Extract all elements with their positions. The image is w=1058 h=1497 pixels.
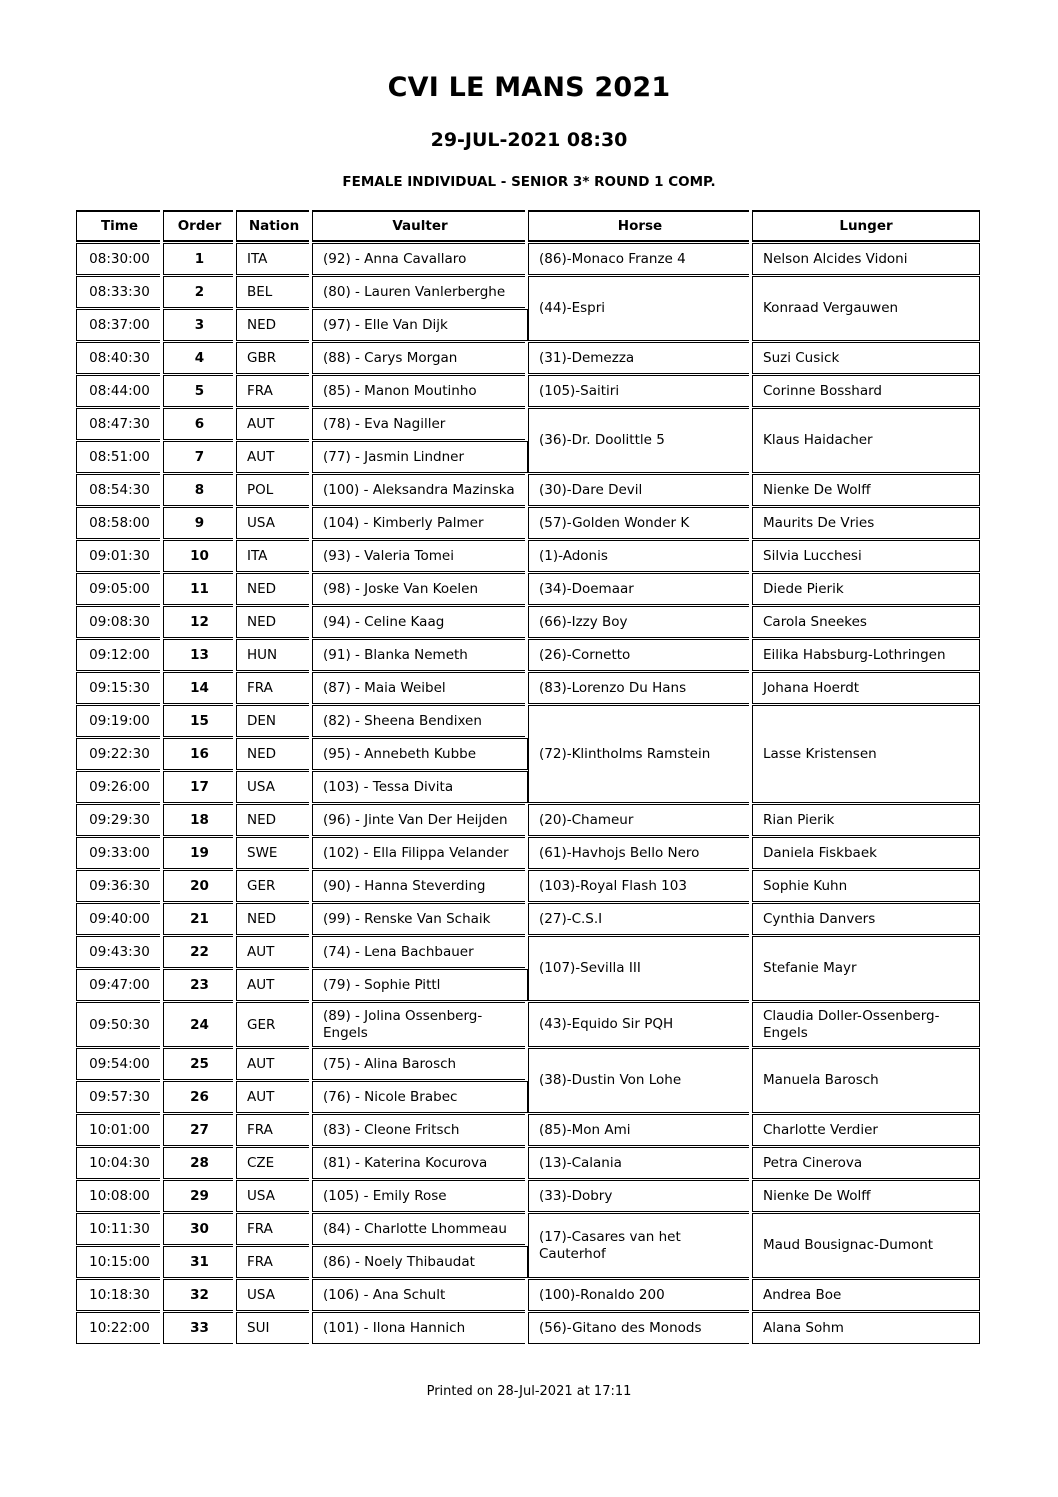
time-cell: 09:19:00 xyxy=(76,705,163,737)
horse-cell: (1)-Adonis xyxy=(528,540,752,572)
time-cell: 10:15:00 xyxy=(76,1246,163,1278)
lunger-cell: Suzi Cusick xyxy=(752,342,980,374)
vaulter-cell: (95) - Annebeth Kubbe xyxy=(312,738,528,770)
time-cell: 10:08:00 xyxy=(76,1180,163,1212)
vaulter-cell: (80) - Lauren Vanlerberghe xyxy=(312,276,528,308)
horse-cell: (34)-Doemaar xyxy=(528,573,752,605)
time-cell: 09:43:30 xyxy=(76,936,163,968)
order-cell: 25 xyxy=(163,1048,236,1080)
vaulter-cell: (75) - Alina Barosch xyxy=(312,1048,528,1080)
table-row xyxy=(76,474,980,506)
lunger-cell: Klaus Haidacher xyxy=(752,408,980,473)
time-cell: 08:44:00 xyxy=(76,375,163,407)
order-cell: 1 xyxy=(163,243,236,275)
nation-cell: BEL xyxy=(236,276,312,308)
order-cell: 14 xyxy=(163,672,236,704)
nation-cell: NED xyxy=(236,573,312,605)
vaulter-cell: (84) - Charlotte Lhommeau xyxy=(312,1213,528,1245)
time-cell: 10:22:00 xyxy=(76,1312,163,1344)
horse-cell: (85)-Mon Ami xyxy=(528,1114,752,1146)
time-cell: 09:15:30 xyxy=(76,672,163,704)
table-row xyxy=(76,870,980,902)
nation-cell: AUT xyxy=(236,969,312,1001)
nation-cell: GBR xyxy=(236,342,312,374)
horse-cell: (57)-Golden Wonder K xyxy=(528,507,752,539)
order-cell: 10 xyxy=(163,540,236,572)
table-row xyxy=(76,1147,980,1179)
time-cell: 09:01:30 xyxy=(76,540,163,572)
order-cell: 22 xyxy=(163,936,236,968)
nation-cell: CZE xyxy=(236,1147,312,1179)
order-cell: 16 xyxy=(163,738,236,770)
table-row xyxy=(76,804,980,836)
time-cell: 09:12:00 xyxy=(76,639,163,671)
nation-cell: NED xyxy=(236,738,312,770)
lunger-cell: Carola Sneekes xyxy=(752,606,980,638)
vaulter-cell: (87) - Maia Weibel xyxy=(312,672,528,704)
column-header-order: Order xyxy=(163,210,236,242)
vaulter-cell: (76) - Nicole Brabec xyxy=(312,1081,528,1113)
order-cell: 11 xyxy=(163,573,236,605)
order-cell: 26 xyxy=(163,1081,236,1113)
nation-cell: USA xyxy=(236,507,312,539)
printed-footer: Printed on 28-Jul-2021 at 17:11 xyxy=(426,1384,632,1399)
time-cell: 08:37:00 xyxy=(76,309,163,341)
lunger-cell: Diede Pierik xyxy=(752,573,980,605)
time-cell: 08:58:00 xyxy=(76,507,163,539)
order-cell: 19 xyxy=(163,837,236,869)
vaulter-cell: (91) - Blanka Nemeth xyxy=(312,639,528,671)
nation-cell: AUT xyxy=(236,408,312,440)
table-row xyxy=(76,1048,980,1080)
nation-cell: USA xyxy=(236,1279,312,1311)
nation-cell: USA xyxy=(236,1180,312,1212)
nation-cell: AUT xyxy=(236,1081,312,1113)
vaulter-cell: (85) - Manon Moutinho xyxy=(312,375,528,407)
horse-cell: (20)-Chameur xyxy=(528,804,752,836)
horse-cell: (43)-Equido Sir PQH xyxy=(528,1002,752,1047)
lunger-cell: Konraad Vergauwen xyxy=(752,276,980,341)
lunger-cell: Petra Cinerova xyxy=(752,1147,980,1179)
order-cell: 27 xyxy=(163,1114,236,1146)
nation-cell: AUT xyxy=(236,936,312,968)
nation-cell: AUT xyxy=(236,441,312,473)
vaulter-cell: (89) - Jolina Ossenberg-Engels xyxy=(312,1002,528,1047)
order-cell: 29 xyxy=(163,1180,236,1212)
order-cell: 31 xyxy=(163,1246,236,1278)
vaulter-cell: (81) - Katerina Kocurova xyxy=(312,1147,528,1179)
order-cell: 8 xyxy=(163,474,236,506)
time-cell: 10:04:30 xyxy=(76,1147,163,1179)
lunger-cell: Andrea Boe xyxy=(752,1279,980,1311)
time-cell: 08:54:30 xyxy=(76,474,163,506)
order-cell: 12 xyxy=(163,606,236,638)
horse-cell: (100)-Ronaldo 200 xyxy=(528,1279,752,1311)
nation-cell: POL xyxy=(236,474,312,506)
order-cell: 9 xyxy=(163,507,236,539)
nation-cell: FRA xyxy=(236,672,312,704)
table-row xyxy=(76,936,980,968)
lunger-cell: Charlotte Verdier xyxy=(752,1114,980,1146)
lunger-cell: Manuela Barosch xyxy=(752,1048,980,1113)
table-row xyxy=(76,1114,980,1146)
table-row xyxy=(76,705,980,737)
vaulter-cell: (86) - Noely Thibaudat xyxy=(312,1246,528,1278)
lunger-cell: Claudia Doller-Ossenberg-Engels xyxy=(752,1002,980,1047)
horse-cell: (44)-Espri xyxy=(528,276,752,341)
lunger-cell: Alana Sohm xyxy=(752,1312,980,1344)
horse-cell: (66)-Izzy Boy xyxy=(528,606,752,638)
horse-cell: (103)-Royal Flash 103 xyxy=(528,870,752,902)
time-cell: 10:18:30 xyxy=(76,1279,163,1311)
table-row xyxy=(76,573,980,605)
table-row xyxy=(76,1279,980,1311)
vaulter-cell: (92) - Anna Cavallaro xyxy=(312,243,528,275)
start-list-body xyxy=(76,243,980,1344)
time-cell: 09:36:30 xyxy=(76,870,163,902)
lunger-cell: Nienke De Wolff xyxy=(752,1180,980,1212)
order-cell: 2 xyxy=(163,276,236,308)
order-cell: 24 xyxy=(163,1002,236,1047)
horse-cell: (38)-Dustin Von Lohe xyxy=(528,1048,752,1113)
vaulter-cell: (90) - Hanna Steverding xyxy=(312,870,528,902)
table-row xyxy=(76,672,980,704)
order-cell: 28 xyxy=(163,1147,236,1179)
nation-cell: FRA xyxy=(236,1114,312,1146)
nation-cell: NED xyxy=(236,606,312,638)
horse-cell: (13)-Calania xyxy=(528,1147,752,1179)
table-row xyxy=(76,903,980,935)
vaulter-cell: (100) - Aleksandra Mazinska xyxy=(312,474,528,506)
order-cell: 33 xyxy=(163,1312,236,1344)
lunger-cell: Rian Pierik xyxy=(752,804,980,836)
order-cell: 32 xyxy=(163,1279,236,1311)
table-row xyxy=(76,408,980,440)
time-cell: 09:29:30 xyxy=(76,804,163,836)
order-cell: 20 xyxy=(163,870,236,902)
table-row xyxy=(76,243,980,275)
table-row xyxy=(76,1312,980,1344)
lunger-cell: Stefanie Mayr xyxy=(752,936,980,1001)
horse-cell: (56)-Gitano des Monods xyxy=(528,1312,752,1344)
order-cell: 3 xyxy=(163,309,236,341)
table-row xyxy=(76,837,980,869)
order-cell: 6 xyxy=(163,408,236,440)
nation-cell: DEN xyxy=(236,705,312,737)
lunger-cell: Daniela Fiskbaek xyxy=(752,837,980,869)
table-row xyxy=(76,507,980,539)
time-cell: 09:47:00 xyxy=(76,969,163,1001)
time-cell: 09:33:00 xyxy=(76,837,163,869)
nation-cell: USA xyxy=(236,771,312,803)
nation-cell: NED xyxy=(236,804,312,836)
table-row xyxy=(76,1213,980,1245)
lunger-cell: Maud Bousignac-Dumont xyxy=(752,1213,980,1278)
vaulter-cell: (99) - Renske Van Schaik xyxy=(312,903,528,935)
vaulter-cell: (74) - Lena Bachbauer xyxy=(312,936,528,968)
vaulter-cell: (83) - Cleone Fritsch xyxy=(312,1114,528,1146)
order-cell: 4 xyxy=(163,342,236,374)
vaulter-cell: (94) - Celine Kaag xyxy=(312,606,528,638)
table-row xyxy=(76,342,980,374)
horse-cell: (72)-Klintholms Ramstein xyxy=(528,705,752,803)
event-date: 29-JUL-2021 08:30 xyxy=(430,129,628,151)
nation-cell: SUI xyxy=(236,1312,312,1344)
nation-cell: NED xyxy=(236,903,312,935)
time-cell: 08:51:00 xyxy=(76,441,163,473)
horse-cell: (26)-Cornetto xyxy=(528,639,752,671)
order-cell: 5 xyxy=(163,375,236,407)
time-cell: 09:54:00 xyxy=(76,1048,163,1080)
time-cell: 09:26:00 xyxy=(76,771,163,803)
column-header-vaulter: Vaulter xyxy=(312,210,528,242)
time-cell: 09:57:30 xyxy=(76,1081,163,1113)
lunger-cell: Corinne Bosshard xyxy=(752,375,980,407)
lunger-cell: Maurits De Vries xyxy=(752,507,980,539)
horse-cell: (31)-Demezza xyxy=(528,342,752,374)
order-cell: 15 xyxy=(163,705,236,737)
table-row xyxy=(76,375,980,407)
lunger-cell: Cynthia Danvers xyxy=(752,903,980,935)
order-cell: 7 xyxy=(163,441,236,473)
order-cell: 21 xyxy=(163,903,236,935)
nation-cell: FRA xyxy=(236,1246,312,1278)
table-row xyxy=(76,1002,980,1047)
order-cell: 18 xyxy=(163,804,236,836)
competition-name: FEMALE INDIVIDUAL - SENIOR 3* ROUND 1 COMP. xyxy=(342,174,716,190)
horse-cell: (17)-Casares van het Cauterhof xyxy=(528,1213,752,1278)
time-cell: 08:47:30 xyxy=(76,408,163,440)
vaulter-cell: (102) - Ella Filippa Velander xyxy=(312,837,528,869)
horse-cell: (33)-Dobry xyxy=(528,1180,752,1212)
lunger-cell: Sophie Kuhn xyxy=(752,870,980,902)
order-cell: 17 xyxy=(163,771,236,803)
table-row xyxy=(76,540,980,572)
vaulter-cell: (77) - Jasmin Lindner xyxy=(312,441,528,473)
column-header-horse: Horse xyxy=(528,210,752,242)
nation-cell: ITA xyxy=(236,540,312,572)
nation-cell: ITA xyxy=(236,243,312,275)
vaulter-cell: (106) - Ana Schult xyxy=(312,1279,528,1311)
lunger-cell: Nelson Alcides Vidoni xyxy=(752,243,980,275)
time-cell: 08:33:30 xyxy=(76,276,163,308)
vaulter-cell: (93) - Valeria Tomei xyxy=(312,540,528,572)
time-cell: 08:30:00 xyxy=(76,243,163,275)
horse-cell: (86)-Monaco Franze 4 xyxy=(528,243,752,275)
order-cell: 23 xyxy=(163,969,236,1001)
horse-cell: (107)-Sevilla III xyxy=(528,936,752,1001)
time-cell: 08:40:30 xyxy=(76,342,163,374)
horse-cell: (61)-Havhojs Bello Nero xyxy=(528,837,752,869)
horse-cell: (30)-Dare Devil xyxy=(528,474,752,506)
horse-cell: (105)-Saitiri xyxy=(528,375,752,407)
table-row xyxy=(76,1180,980,1212)
vaulter-cell: (97) - Elle Van Dijk xyxy=(312,309,528,341)
page-title: CVI LE MANS 2021 xyxy=(387,72,671,103)
lunger-cell: Nienke De Wolff xyxy=(752,474,980,506)
table-row xyxy=(76,639,980,671)
nation-cell: AUT xyxy=(236,1048,312,1080)
nation-cell: GER xyxy=(236,1002,312,1047)
lunger-cell: Eilika Habsburg-Lothringen xyxy=(752,639,980,671)
table-row xyxy=(76,276,980,308)
vaulter-cell: (105) - Emily Rose xyxy=(312,1180,528,1212)
table-row xyxy=(76,606,980,638)
column-header-nation: Nation xyxy=(236,210,312,242)
time-cell: 09:05:00 xyxy=(76,573,163,605)
horse-cell: (36)-Dr. Doolittle 5 xyxy=(528,408,752,473)
horse-cell: (83)-Lorenzo Du Hans xyxy=(528,672,752,704)
time-cell: 10:11:30 xyxy=(76,1213,163,1245)
vaulter-cell: (78) - Eva Nagiller xyxy=(312,408,528,440)
order-cell: 30 xyxy=(163,1213,236,1245)
vaulter-cell: (103) - Tessa Divita xyxy=(312,771,528,803)
time-cell: 09:40:00 xyxy=(76,903,163,935)
time-cell: 09:08:30 xyxy=(76,606,163,638)
table-header-row xyxy=(76,210,980,242)
nation-cell: HUN xyxy=(236,639,312,671)
vaulter-cell: (96) - Jinte Van Der Heijden xyxy=(312,804,528,836)
vaulter-cell: (98) - Joske Van Koelen xyxy=(312,573,528,605)
nation-cell: GER xyxy=(236,870,312,902)
column-header-lunger: Lunger xyxy=(752,210,980,242)
time-cell: 09:22:30 xyxy=(76,738,163,770)
vaulter-cell: (79) - Sophie Pittl xyxy=(312,969,528,1001)
vaulter-cell: (104) - Kimberly Palmer xyxy=(312,507,528,539)
lunger-cell: Johana Hoerdt xyxy=(752,672,980,704)
vaulter-cell: (88) - Carys Morgan xyxy=(312,342,528,374)
order-cell: 13 xyxy=(163,639,236,671)
lunger-cell: Lasse Kristensen xyxy=(752,705,980,803)
nation-cell: FRA xyxy=(236,375,312,407)
lunger-cell: Silvia Lucchesi xyxy=(752,540,980,572)
nation-cell: NED xyxy=(236,309,312,341)
nation-cell: SWE xyxy=(236,837,312,869)
nation-cell: FRA xyxy=(236,1213,312,1245)
time-cell: 10:01:00 xyxy=(76,1114,163,1146)
column-header-time: Time xyxy=(76,210,163,242)
vaulter-cell: (101) - Ilona Hannich xyxy=(312,1312,528,1344)
vaulter-cell: (82) - Sheena Bendixen xyxy=(312,705,528,737)
start-list-table xyxy=(76,209,980,1345)
horse-cell: (27)-C.S.I xyxy=(528,903,752,935)
time-cell: 09:50:30 xyxy=(76,1002,163,1047)
